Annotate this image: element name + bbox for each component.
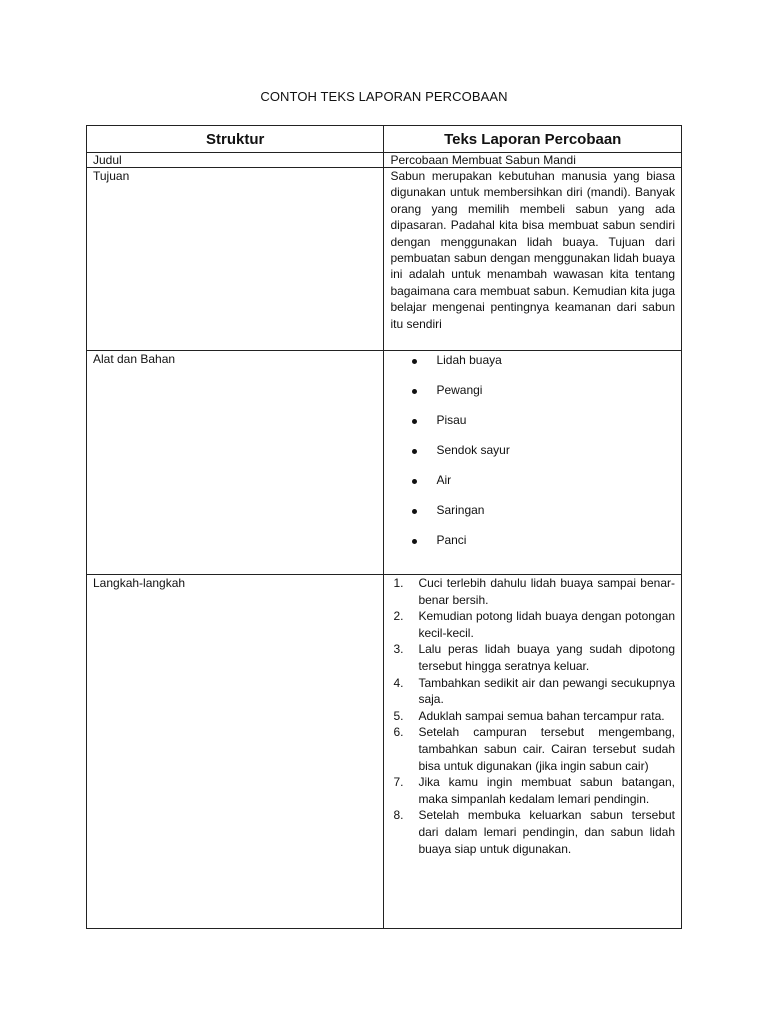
list-item xyxy=(390,472,675,502)
table-row-judul xyxy=(87,153,682,168)
material-label: Lidah buaya xyxy=(436,353,502,367)
row-label-langkah-langkah: Langkah-langkah xyxy=(87,575,384,929)
materials-list xyxy=(390,352,675,562)
bullet-icon xyxy=(412,389,417,394)
bullet-icon xyxy=(412,539,417,544)
material-label: Pisau xyxy=(436,413,467,427)
page-title: CONTOH TEKS LAPORAN PERCOBAAN xyxy=(260,89,508,104)
list-item xyxy=(390,502,675,532)
list-item xyxy=(390,575,675,608)
list-item xyxy=(390,708,675,725)
table-row-tujuan xyxy=(87,168,682,351)
step-number: 7. xyxy=(393,775,404,790)
material-label: Sendok sayur xyxy=(436,443,510,457)
step-text: Tambahkan sedikit air dan pewangi secukupnya saja. xyxy=(418,675,675,707)
step-number: 3. xyxy=(393,642,404,657)
list-item xyxy=(390,807,675,857)
material-label: Panci xyxy=(436,533,467,547)
material-label: Pewangi xyxy=(436,383,483,397)
list-item xyxy=(390,412,675,442)
step-number: 2. xyxy=(393,609,404,624)
step-text: Jika kamu ingin membuat sabun batangan, maka simpanlah kedalam lemari pendingin. xyxy=(418,775,675,806)
row-text-tujuan: Sabun merupakan kebutuhan manusia yang biasa digunakan untuk membersihkan diri (mandi). Banyak orang yang memilih membeli sabun yang ada dipasaran. Padahal kita bisa membuat sabun sendiri dengan menggunakan lidah buaya. Tujuan dari pembuatan sabun dengan menggunakan lidah buaya ini adalah untuk menambah wawasan kita tentang bagaimana cara membuat sabun. Kemudian kita juga belajar mengenai pentingnya keamanan dari sabun itu sendiri xyxy=(384,168,682,351)
step-text: Cuci terlebih dahulu lidah buaya sampai benar-benar bersih. xyxy=(418,576,675,607)
step-number: 4. xyxy=(393,675,404,690)
list-item xyxy=(390,352,675,382)
table-row-alat-dan-bahan xyxy=(87,351,682,575)
step-text: Setelah membuka keluarkan sabun tersebut dari dalam lemari pendingin, dan sabun lidah buaya siap untuk digunakan. xyxy=(418,808,675,856)
bullet-icon xyxy=(412,509,417,514)
row-text-judul: Percobaan Membuat Sabun Mandi xyxy=(384,153,682,168)
step-number: 8. xyxy=(393,808,404,823)
bullet-icon xyxy=(412,449,417,454)
list-item xyxy=(390,532,675,562)
list-item xyxy=(390,641,675,674)
list-item xyxy=(390,382,675,412)
list-item xyxy=(390,774,675,807)
step-text: Aduklah sampai semua bahan tercampur rata. xyxy=(418,708,665,723)
list-item xyxy=(390,442,675,472)
row-label-alat-dan-bahan: Alat dan Bahan xyxy=(87,351,384,575)
row-content-alat-dan-bahan xyxy=(384,351,682,575)
step-number: 5. xyxy=(393,708,404,723)
header-struktur: Struktur xyxy=(87,126,384,153)
list-item xyxy=(390,724,675,774)
step-text: Kemudian potong lidah buaya dengan potongan kecil-kecil. xyxy=(418,609,675,640)
list-item xyxy=(390,608,675,641)
row-label-tujuan: Tujuan xyxy=(87,168,384,351)
steps-list xyxy=(390,575,675,857)
material-label: Air xyxy=(436,473,452,487)
bullet-icon xyxy=(412,359,417,364)
step-text: Lalu peras lidah buaya yang sudah dipotong tersebut hingga seratnya keluar. xyxy=(418,642,675,673)
step-text: Setelah campuran tersebut mengembang, tambahkan sabun cair. Cairan tersebut sudah bisa untuk digunakan (jika ingin sabun cair) xyxy=(418,725,675,773)
header-teks-laporan: Teks Laporan Percobaan xyxy=(384,126,682,153)
step-number: 1. xyxy=(393,576,404,590)
row-label-judul: Judul xyxy=(87,153,384,168)
material-label: Saringan xyxy=(436,503,485,517)
table-header-row xyxy=(87,126,682,153)
table-row-langkah-langkah xyxy=(87,575,682,929)
list-item xyxy=(390,675,675,708)
step-number: 6. xyxy=(393,725,404,740)
bullet-icon xyxy=(412,479,417,484)
bullet-icon xyxy=(412,419,417,424)
report-table xyxy=(86,125,682,929)
row-content-langkah-langkah xyxy=(384,575,682,929)
